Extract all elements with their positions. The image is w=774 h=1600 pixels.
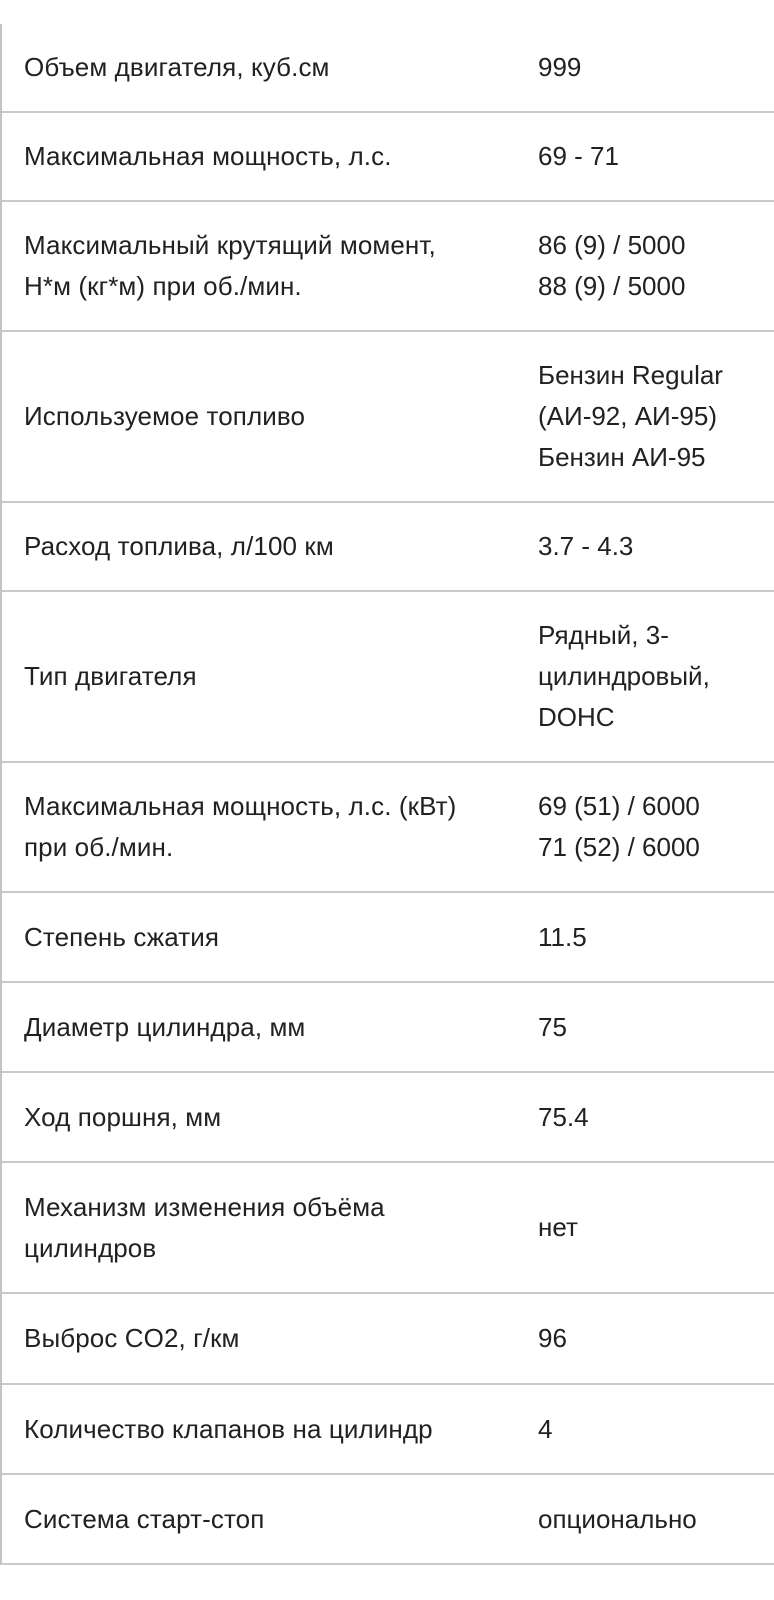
spec-value-line: 75 [538, 1011, 567, 1042]
spec-label [2, 917, 538, 958]
spec-value-line: Бензин АИ-95 [538, 442, 706, 472]
spec-value-line: 69 - 71 [538, 141, 619, 171]
spec-value [538, 47, 774, 88]
spec-value-line: 11.5 [538, 921, 587, 952]
spec-label-line: при об./мин. [24, 832, 174, 862]
spec-label [2, 47, 538, 88]
spec-value-line: опционально [538, 1503, 697, 1534]
spec-label [2, 526, 538, 567]
spec-value [538, 917, 774, 958]
spec-row-engine-type [2, 592, 774, 763]
spec-value-line: Бензин Regular [538, 360, 723, 390]
spec-label [2, 786, 538, 868]
spec-label-line: Количество клапанов на цилиндр [24, 1413, 433, 1444]
engine-specs-table [0, 24, 774, 1565]
spec-value [538, 526, 774, 567]
spec-label-line: Степень сжатия [24, 921, 220, 952]
spec-label-line: Система старт-стоп [24, 1503, 265, 1534]
spec-value [538, 1409, 774, 1450]
spec-value-line: цилиндровый, [538, 661, 710, 691]
spec-value-line: 96 [538, 1323, 567, 1353]
spec-row-cylinder-deactivation [2, 1163, 774, 1294]
spec-row-co2-emission [2, 1294, 774, 1385]
spec-value-line: 86 (9) / 5000 [538, 230, 686, 260]
spec-value [538, 1097, 774, 1138]
spec-label-line: Максимальная мощность, л.с. [24, 141, 392, 171]
spec-value-line: (АИ-92, АИ-95) [538, 401, 717, 431]
spec-value [538, 786, 774, 868]
spec-value-line: нет [538, 1212, 578, 1242]
spec-label [2, 1187, 538, 1269]
spec-value [538, 355, 774, 478]
spec-value [538, 225, 774, 307]
spec-value [538, 136, 774, 177]
spec-label-line: Ход поршня, мм [24, 1101, 222, 1132]
spec-label-line: Объем двигателя, куб.см [24, 52, 330, 82]
spec-row-engine-volume [2, 24, 774, 113]
spec-label [2, 1499, 538, 1540]
spec-value [538, 1499, 774, 1540]
spec-label [2, 225, 538, 307]
spec-row-max-torque [2, 202, 774, 332]
spec-label [2, 1409, 538, 1450]
spec-value-line: 999 [538, 52, 582, 82]
spec-label-line: Тип двигателя [24, 661, 197, 691]
spec-label-line: Выброс CO2, г/км [24, 1323, 240, 1353]
spec-label-line: Механизм изменения объёма [24, 1191, 385, 1222]
spec-row-start-stop [2, 1475, 774, 1565]
spec-row-valves-per-cylinder [2, 1385, 774, 1475]
spec-label-line: Максимальный крутящий момент, [24, 230, 436, 260]
spec-row-bore [2, 983, 774, 1073]
spec-row-compression-ratio [2, 893, 774, 983]
spec-value [538, 615, 774, 738]
spec-label-line: Н*м (кг*м) при об./мин. [24, 271, 302, 301]
spec-value [538, 1318, 774, 1359]
spec-label-line: Расход топлива, л/100 км [24, 531, 334, 561]
spec-row-fuel-consumption [2, 503, 774, 592]
spec-row-fuel-type [2, 332, 774, 503]
spec-label [2, 1007, 538, 1048]
spec-value [538, 1007, 774, 1048]
spec-label-line: Используемое топливо [24, 401, 306, 431]
spec-value-line: 75.4 [538, 1101, 589, 1132]
spec-row-max-power [2, 113, 774, 202]
spec-value-line: 71 (52) / 6000 [538, 832, 700, 862]
spec-value-line: Рядный, 3- [538, 620, 669, 650]
spec-label-line: Диаметр цилиндра, мм [24, 1011, 306, 1042]
spec-value-line: 69 (51) / 6000 [538, 791, 700, 821]
spec-row-stroke [2, 1073, 774, 1163]
spec-label-line: цилиндров [24, 1232, 157, 1263]
spec-label-line: Максимальная мощность, л.с. (кВт) [24, 791, 457, 821]
spec-label [2, 656, 538, 697]
spec-label [2, 1097, 538, 1138]
spec-value-line: 88 (9) / 5000 [538, 271, 686, 301]
spec-value-line: 3.7 - 4.3 [538, 531, 634, 561]
spec-value-line: DOHC [538, 702, 615, 732]
spec-value [538, 1207, 774, 1248]
spec-label [2, 1318, 538, 1359]
spec-label [2, 396, 538, 437]
spec-value-line: 4 [538, 1413, 553, 1444]
spec-row-max-power-kw [2, 763, 774, 893]
spec-label [2, 136, 538, 177]
